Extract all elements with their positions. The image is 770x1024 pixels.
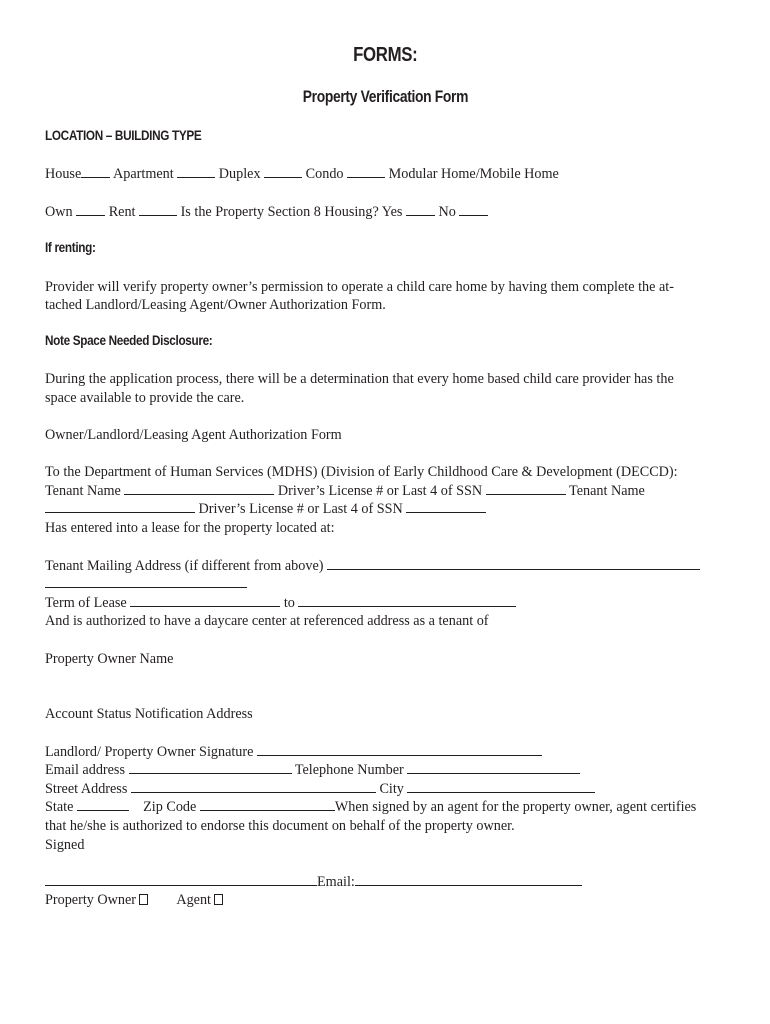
mailing-address-row [45,557,700,575]
mailing-address-continued-row [45,575,247,593]
mailing-address-label: Tenant Mailing Address (if different from above) [45,558,324,574]
telephone-field[interactable] [407,761,580,774]
section8-yes-blank[interactable] [406,203,435,216]
agent-certification-text-2: that he/she is authorized to endorse this document on behalf of the property owner. [45,818,515,834]
telephone-label: Telephone Number [294,762,404,778]
to-label: to [283,595,295,611]
tenant-name-2-row [45,500,486,518]
duplex-blank[interactable] [264,165,302,178]
tenant-name-2-label: Tenant Name [569,483,645,499]
term-end-field[interactable] [298,594,516,607]
signature-label: Landlord/ Property Owner Signature [45,744,254,760]
form-title-row [0,88,770,107]
signer-type-row [45,891,223,909]
drivers-license-label: Driver’s License # or Last 4 of SSN [277,483,483,499]
property-owner-name-label: Property Owner Name [45,651,174,667]
drivers-license-2-label: Driver’s License # or Last 4 of SSN [198,501,403,517]
city-field[interactable] [407,780,595,793]
house-blank[interactable] [81,165,110,178]
signed-email-row [45,873,582,891]
agent-checkbox[interactable] [214,894,223,905]
tenant-name-row [45,482,645,500]
tenant-name-2-field[interactable] [45,500,195,513]
space-heading: Note Space Needed Disclosure: [45,332,213,348]
state-field[interactable] [77,798,129,811]
signed-field[interactable] [45,873,317,886]
rent-blank[interactable] [139,203,177,216]
property-owner-option-label: Property Owner [45,892,137,908]
property-owner-checkbox[interactable] [139,894,148,905]
renting-heading: If renting: [45,239,96,255]
term-of-lease-row [45,594,516,612]
duplex-label: Duplex [218,166,261,182]
tenant-name-field[interactable] [124,482,274,495]
ownership-row [45,203,488,221]
email-address-label: Email address [45,762,125,778]
apartment-blank[interactable] [177,165,215,178]
email-field[interactable] [355,873,582,886]
drivers-license-field[interactable] [486,482,566,495]
modular-home-label: Modular Home/Mobile Home [388,166,559,182]
account-status-address-label: Account Status Notification Address [45,706,253,722]
page-title: FORMS: [352,44,418,66]
page-title-row [0,44,770,67]
mailing-address-field-2[interactable] [45,575,247,588]
street-address-label: Street Address [45,781,128,797]
own-blank[interactable] [76,203,105,216]
email-label: Email: [317,874,355,890]
department-line: To the Department of Human Services (MDHS) (Division of Early Childhood Care & Development (DECCD): [45,464,678,480]
street-address-field[interactable] [131,780,376,793]
form-title: Property Verification Form [302,88,468,106]
space-text-line-2: space available to provide the care. [45,390,245,406]
renting-heading-row [45,238,105,257]
email-phone-row [45,761,580,779]
authorized-line: And is authorized to have a daycare center at referenced address as a tenant of [45,613,489,629]
zip-code-field[interactable] [200,798,335,811]
condo-blank[interactable] [347,165,385,178]
location-heading: LOCATION – BUILDING TYPE [45,127,202,143]
condo-label: Condo [305,166,344,182]
building-type-row [45,165,559,183]
drivers-license-2-field[interactable] [406,500,486,513]
own-label: Own [45,204,73,220]
house-label: House [45,166,82,182]
agent-certification-text-1: When signed by an agent for the property owner, agent certifies [334,799,697,815]
space-text-line-1: During the application process, there will be a determination that every home based child care provider has the [45,371,674,387]
tenant-name-label: Tenant Name [45,483,121,499]
no-label: No [438,204,456,220]
renting-text-line-2: tached Landlord/Leasing Agent/Owner Authorization Form. [45,297,386,313]
street-city-row [45,780,595,798]
term-of-lease-label: Term of Lease [45,595,127,611]
mailing-address-field[interactable] [327,557,700,570]
email-address-field[interactable] [129,761,292,774]
apartment-label: Apartment [113,166,174,182]
signed-label: Signed [45,837,85,853]
lease-line: Has entered into a lease for the property located at: [45,520,335,536]
authorization-form-title: Owner/Landlord/Leasing Agent Authorization Form [45,427,342,443]
space-heading-row [45,331,244,350]
term-start-field[interactable] [130,594,280,607]
signature-row [45,743,542,761]
state-zip-row [45,798,696,816]
zip-code-label: Zip Code [143,799,197,815]
signature-field[interactable] [257,743,542,756]
location-heading-row [45,126,231,145]
state-label: State [45,799,74,815]
rent-label: Rent [108,204,136,220]
section8-no-blank[interactable] [459,203,488,216]
renting-text-line-1: Provider will verify property owner’s permission to operate a child care home by having them complete the at- [45,279,674,295]
agent-option-label: Agent [176,892,212,908]
city-label: City [379,781,404,797]
section8-question: Is the Property Section 8 Housing? Yes [180,204,403,220]
